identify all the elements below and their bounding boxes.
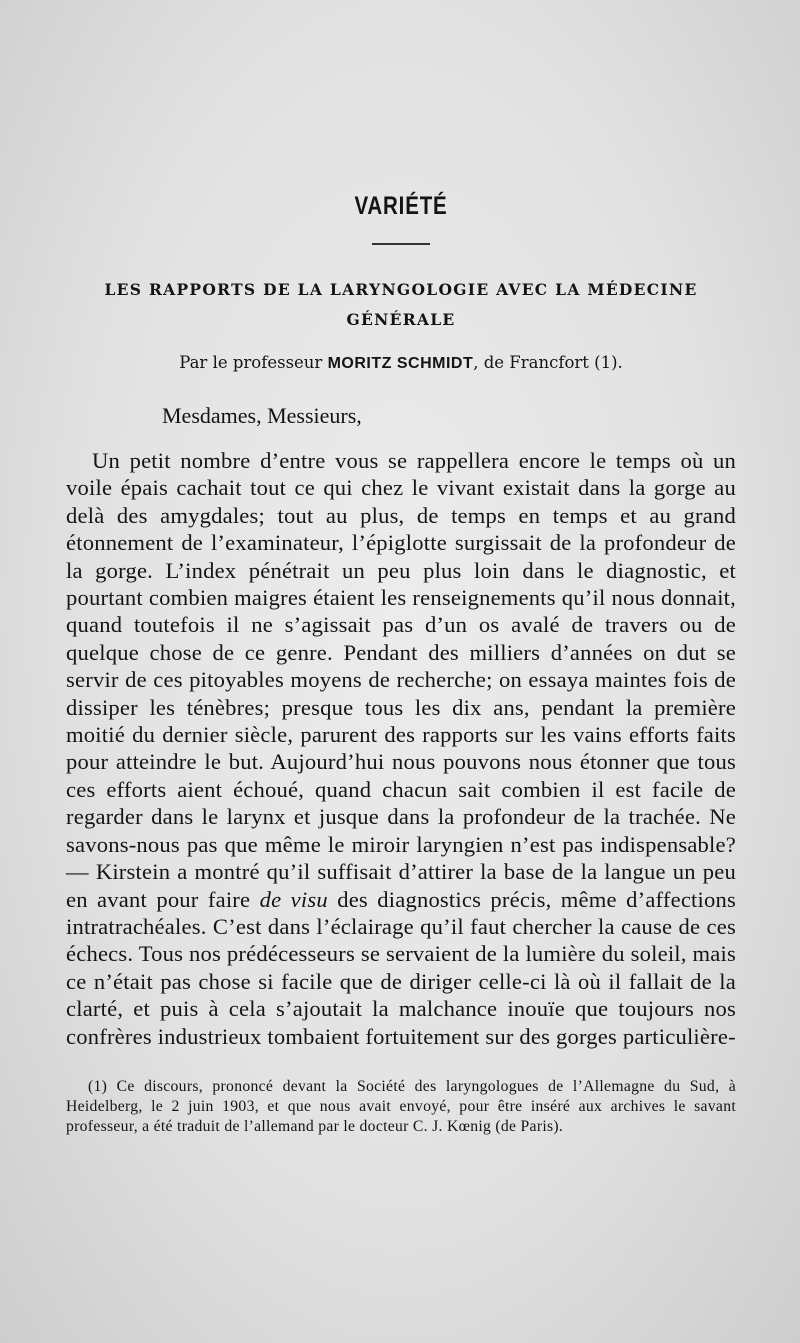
body-italic-phrase: de visu (259, 886, 328, 912)
byline (66, 353, 736, 373)
body-part1: Un petit nombre d’entre vous se rappellera encore le temps où un voile épais cachait tout ce qui chez le vivant existait dans la gorge au delà des amygdales; tout au plus, de temps en temps et au grand étonnement de l’examinateur, l’épiglotte surgissait de la profondeur de la gorge. L’index pénétrait un peu plus loin dans le diagnostic, et pourtant combien maigres étaient les renseignements qu’il nous donnait, quand toutefois il ne s’agissait pas d’un os avalé de travers ou de quelque chose de ce genre. Pendant des milliers d’années on dut se servir de ces pitoyables moyens de recherche; on essaya maintes fois de dissiper les ténèbres; presque tous les dix ans, pendant la première moitié du dernier siècle, parurent des rapports sur les vains efforts faits pour atteindre le but. Aujourd’hui nous pouvons nous étonner que tous ces efforts aient échoué, quand chacun sait combien il est facile de regarder dans le larynx et jusque dans la profondeur de la trachée. Ne savons-nous pas que même le miroir laryngien n’est pas indispensable? — Kirstein a montré qu’il suffisait d’attirer la base de la langue un peu en avant pour faire (66, 448, 736, 912)
byline-prefix: Par le professeur (179, 353, 328, 372)
body-part2: des diagnostics précis, même d’affections intratrachéales. C’est dans l’éclairage qu’il faut chercher la cause de ces échecs. Tous nos prédécesseurs se servaient de la lumière du soleil, mais ce n’était pas chose si facile que de diriger celle-ci là où il fallait de la clarté, et puis à cela s’ajoutait la malchance inouïe que toujours nos confrères industrieux tombaient fortuitement sur des gorges particulière- (66, 886, 736, 1049)
author-name: MORITZ SCHMIDT (327, 355, 474, 372)
footnote: (1) Ce discours, prononcé devant la Société des laryngologues de l’Allemagne du Sud, à Heidelberg, le 2 juin 1903, et que nous avait envoyé, pour être inséré aux archives le savant professeur, a été traduit de l’allemand par le docteur C. J. Kœnig (de Paris). (66, 1077, 736, 1135)
byline-suffix: , de Francfort (1). (473, 353, 623, 372)
article-title-line1: LES RAPPORTS DE LA LARYNGOLOGIE AVEC LA MÉDECINE (104, 280, 698, 299)
section-title: VARIÉTÉ (354, 192, 448, 220)
page-content (66, 192, 736, 1137)
article-title (66, 275, 736, 335)
article-title-line2: GÉNÉRALE (346, 310, 456, 329)
body-paragraph (66, 447, 736, 1050)
title-divider (372, 243, 430, 245)
salutation: Mesdames, Messieurs, (162, 403, 362, 428)
